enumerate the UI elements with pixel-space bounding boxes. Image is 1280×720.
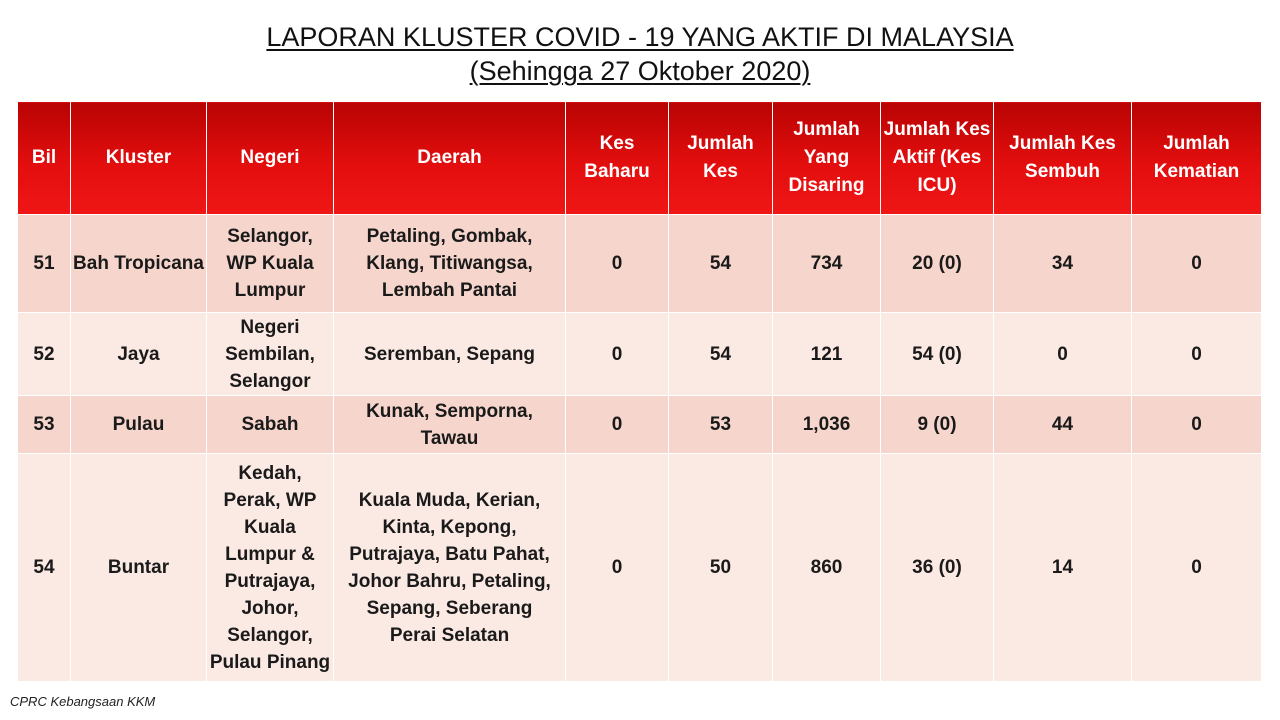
column-header-kluster: Kluster [71, 102, 207, 215]
cell-bil: 51 [18, 215, 71, 313]
report-subtitle: (Sehingga 27 Oktober 2020) [469, 56, 811, 86]
source-footer: CPRC Kebangsaan KKM [10, 694, 156, 709]
cluster-table [17, 101, 1262, 682]
cell-disaring: 860 [773, 454, 881, 682]
cell-kes-baharu: 0 [566, 454, 669, 682]
cell-kes-sembuh: 34 [994, 215, 1132, 313]
cell-daerah: Kuala Muda, Kerian, Kinta, Kepong, Putrajaya, Batu Pahat, Johor Bahru, Petaling, Sepang, Seberang Perai Selatan [334, 454, 566, 682]
column-header-daerah: Daerah [334, 102, 566, 215]
cell-kes-sembuh: 14 [994, 454, 1132, 682]
cell-kes-baharu: 0 [566, 313, 669, 396]
report-title: LAPORAN KLUSTER COVID - 19 YANG AKTIF DI MALAYSIA [266, 22, 1014, 52]
cell-jumlah-kes: 53 [669, 396, 773, 454]
cell-kluster: Bah Tropicana [71, 215, 207, 313]
cell-jumlah-kes: 54 [669, 215, 773, 313]
cell-negeri: Sabah [207, 396, 334, 454]
cell-disaring: 1,036 [773, 396, 881, 454]
cell-bil: 52 [18, 313, 71, 396]
cell-kematian: 0 [1132, 215, 1262, 313]
cell-jumlah-kes: 50 [669, 454, 773, 682]
cell-disaring: 734 [773, 215, 881, 313]
cell-kluster: Jaya [71, 313, 207, 396]
cell-bil: 53 [18, 396, 71, 454]
cell-bil: 54 [18, 454, 71, 682]
table-row [18, 215, 1262, 313]
column-header-negeri: Negeri [207, 102, 334, 215]
table-header-row [18, 102, 1262, 215]
cell-daerah: Kunak, Semporna, Tawau [334, 396, 566, 454]
cell-kluster: Buntar [71, 454, 207, 682]
cell-daerah: Seremban, Sepang [334, 313, 566, 396]
cell-negeri: Selangor, WP Kuala Lumpur [207, 215, 334, 313]
column-header-kes-baharu: Kes Baharu [566, 102, 669, 215]
cell-kematian: 0 [1132, 313, 1262, 396]
cell-kes-aktif: 36 (0) [881, 454, 994, 682]
cell-negeri: Negeri Sembilan, Selangor [207, 313, 334, 396]
table-row [18, 313, 1262, 396]
cell-kes-sembuh: 0 [994, 313, 1132, 396]
cell-kes-sembuh: 44 [994, 396, 1132, 454]
cell-jumlah-kes: 54 [669, 313, 773, 396]
table-row [18, 396, 1262, 454]
column-header-bil: Bil [18, 102, 71, 215]
cell-kluster: Pulau [71, 396, 207, 454]
column-header-jumlah-kes: Jumlah Kes [669, 102, 773, 215]
cell-kes-aktif: 54 (0) [881, 313, 994, 396]
cell-kes-aktif: 9 (0) [881, 396, 994, 454]
column-header-kes-aktif: Jumlah Kes Aktif (Kes ICU) [881, 102, 994, 215]
cell-negeri: Kedah, Perak, WP Kuala Lumpur & Putrajaya, Johor, Selangor, Pulau Pinang [207, 454, 334, 682]
cell-kematian: 0 [1132, 454, 1262, 682]
cell-kes-aktif: 20 (0) [881, 215, 994, 313]
cell-kes-baharu: 0 [566, 396, 669, 454]
column-header-kematian: Jumlah Kematian [1132, 102, 1262, 215]
cell-kes-baharu: 0 [566, 215, 669, 313]
cell-disaring: 121 [773, 313, 881, 396]
cell-daerah: Petaling, Gombak, Klang, Titiwangsa, Lembah Pantai [334, 215, 566, 313]
report-header [0, 20, 1280, 88]
table-row [18, 454, 1262, 682]
column-header-kes-sembuh: Jumlah Kes Sembuh [994, 102, 1132, 215]
column-header-jumlah-disaring: Jumlah Yang Disaring [773, 102, 881, 215]
cell-kematian: 0 [1132, 396, 1262, 454]
